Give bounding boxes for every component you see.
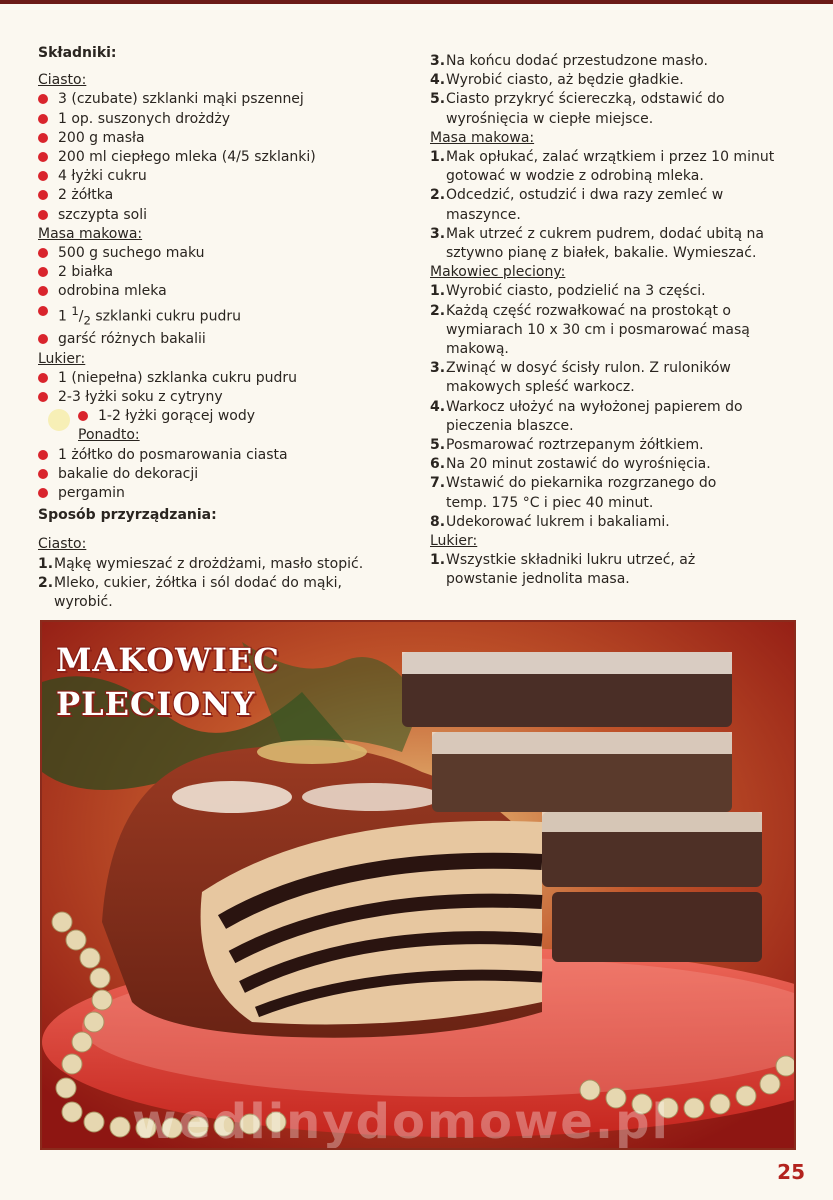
step-item <box>430 225 800 263</box>
step-text: Mak utrzeć z cukrem pudrem, dodać ubitą na sztywno pianę z białek, bakalie. Wymieszać. <box>446 225 765 262</box>
highlight-dot <box>48 409 70 431</box>
step-item <box>430 513 800 532</box>
sugar-frac-den: 2 <box>83 313 91 328</box>
step-text: Wyrobić ciasto, aż będzie gładkie. <box>446 72 684 89</box>
list-item-sugar: 1 $^1/_2$ szklanki cukru pudru <box>38 302 398 331</box>
step-number: 4. <box>430 398 446 415</box>
step-text: Wyrobić ciasto, podzielić na 3 części. <box>446 283 706 300</box>
step-item <box>38 574 398 612</box>
step-text: Odcedzić, ostudzić i dwa razy zemleć w maszynce. <box>446 187 724 223</box>
step-item <box>430 52 800 71</box>
method-dough-label: Ciasto: <box>38 536 87 553</box>
ingredients-icing-label: Lukier: <box>38 350 86 367</box>
step-text: Wstawić do piekarnika rozgrzanego do temp. 175 °C i piec 40 minut. <box>446 475 717 511</box>
step-number: 2. <box>430 187 446 204</box>
step-text: Udekorować lukrem i bakaliami. <box>446 513 670 530</box>
step-item <box>430 71 800 90</box>
ingredients-poppy-label: Masa makowa: <box>38 225 143 242</box>
method-dough-steps-left <box>38 555 398 613</box>
step-number: 1. <box>38 555 54 572</box>
step-item <box>430 436 800 455</box>
recipe-photo <box>40 620 796 1150</box>
step-number: 3. <box>430 53 446 69</box>
method-braided-label: Makowiec pleciony: <box>430 264 566 281</box>
step-number: 5. <box>430 437 446 454</box>
ingredients-heading: Składniki: <box>38 45 117 61</box>
list-item: bakalie do dekoracji <box>38 465 398 484</box>
list-item: 1 (niepełna) szklanka cukru pudru <box>38 369 398 388</box>
step-number: 1. <box>430 149 446 166</box>
list-item: 2-3 łyżki soku z cytryny <box>38 388 398 407</box>
step-number: 8. <box>430 513 446 530</box>
step-number: 2. <box>38 574 54 591</box>
step-item <box>430 551 800 589</box>
method-heading: Sposób przyrządzania: <box>38 507 217 524</box>
method-poppy-label: Masa makowa: <box>430 129 535 146</box>
ingredients-dough-label: Ciasto: <box>38 72 87 89</box>
step-text: Wszystkie składniki lukru utrzeć, aż powstanie jednolita masa. <box>446 552 696 588</box>
watermark: wedlinydomowe.pl <box>132 1094 670 1150</box>
list-item-indented <box>38 407 398 426</box>
ingredients-icing-list <box>38 369 398 427</box>
list-item: 4 łyżki cukru <box>38 167 398 186</box>
step-item <box>430 186 800 224</box>
step-text: Mleko, cukier, żółtka i sól dodać do mąki, wyrobić. <box>54 574 342 610</box>
ingredients-additionally-label: Ponadto: <box>78 427 140 444</box>
step-item <box>38 555 398 574</box>
list-item: 1 op. suszonych drożdży <box>38 110 398 129</box>
step-number: 6. <box>430 456 446 473</box>
step-item <box>430 455 800 474</box>
method-icing-label: Lukier: <box>430 533 478 550</box>
item-text: 1-2 łyżki gorącej wody <box>98 408 256 425</box>
step-item <box>430 148 800 186</box>
photo-title <box>56 638 280 726</box>
method-poppy-steps <box>430 148 800 263</box>
step-item <box>430 282 800 301</box>
list-item: 1 żółtko do posmarowania ciasta <box>38 446 398 465</box>
step-item <box>430 302 800 360</box>
step-text: Posmarować roztrzepanym żółtkiem. <box>446 437 704 454</box>
step-number: 1. <box>430 552 446 569</box>
sugar-frac-num: 1 <box>71 303 79 318</box>
step-number: 3. <box>430 225 446 242</box>
sugar-text: szklanki cukru pudru <box>95 308 241 325</box>
list-item: 3 (czubate) szklanki mąki pszennej <box>38 90 398 109</box>
step-text: Na końcu dodać przestudzone masło. <box>446 53 708 69</box>
photo-title-line-1: MAKOWIEC <box>56 641 280 679</box>
step-item <box>430 474 800 512</box>
left-column <box>38 42 398 612</box>
step-item <box>430 398 800 436</box>
step-number: 3. <box>430 360 446 377</box>
top-border <box>0 0 833 4</box>
list-item: odrobina mleka <box>38 282 398 301</box>
step-item <box>430 90 800 128</box>
right-column <box>430 52 800 590</box>
ingredients-poppy-list <box>38 244 398 349</box>
list-item: 2 białka <box>38 263 398 282</box>
photo-title-line-2: PLECIONY <box>56 685 256 723</box>
method-braided-steps <box>430 282 800 532</box>
step-text: Mąkę wymieszać z drożdżami, masło stopić. <box>54 555 364 572</box>
list-item: pergamin <box>38 484 398 503</box>
step-text: Każdą część rozwałkować na prostokąt o wymiarach 10 x 30 cm i posmarować masą makową. <box>446 302 750 358</box>
step-text: Mak opłukać, zalać wrzątkiem i przez 10 minut gotować w wodzie z odrobiną mleka. <box>446 149 775 185</box>
method-dough-steps-right <box>430 52 800 129</box>
step-text: Na 20 minut zostawić do wyrośnięcia. <box>446 456 711 473</box>
step-number: 4. <box>430 72 446 89</box>
list-item: 500 g suchego maku <box>38 244 398 263</box>
ingredients-additionally-list <box>38 446 398 504</box>
list-item: 200 g masła <box>38 129 398 148</box>
step-number: 2. <box>430 302 446 319</box>
list-item: szczypta soli <box>38 206 398 225</box>
method-icing-steps <box>430 551 800 589</box>
step-number: 1. <box>430 283 446 300</box>
step-text: Ciasto przykryć ściereczką, odstawić do wyrośnięcia w ciepłe miejsce. <box>446 91 725 127</box>
step-number: 7. <box>430 475 446 492</box>
ingredients-dough-list <box>38 90 398 224</box>
list-item: garść różnych bakalii <box>38 330 398 349</box>
step-text: Zwinąć w dosyć ścisły rulon. Z ruloników makowych spleść warkocz. <box>446 360 731 396</box>
list-item: 200 ml ciepłego mleka (4/5 szklanki) <box>38 148 398 167</box>
step-number: 5. <box>430 91 446 108</box>
list-item: 2 żółtka <box>38 186 398 205</box>
step-text: Warkocz ułożyć na wyłożonej papierem do pieczenia blaszce. <box>446 398 743 434</box>
sugar-whole: 1 <box>58 308 67 325</box>
step-item <box>430 359 800 397</box>
page-number: 25 <box>777 1160 805 1184</box>
